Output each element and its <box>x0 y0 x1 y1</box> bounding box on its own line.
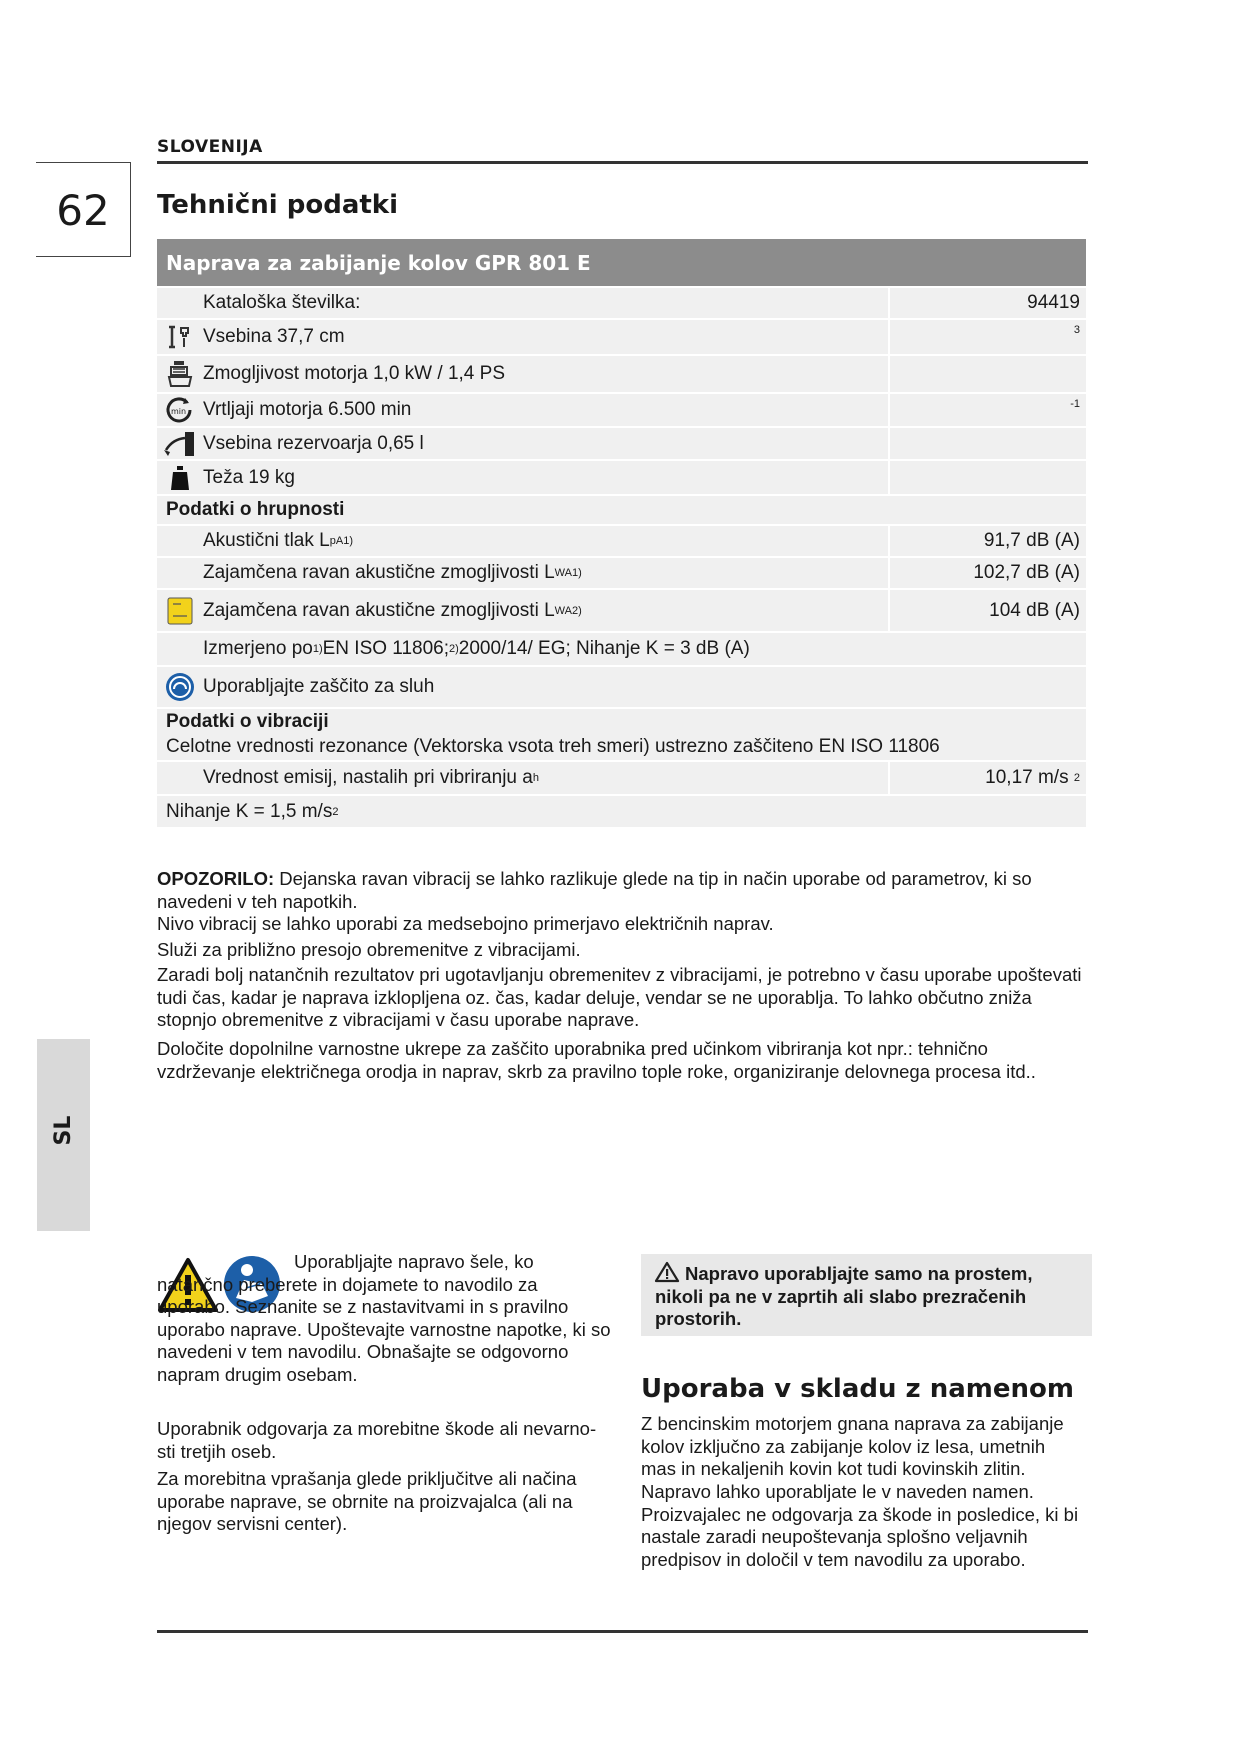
usage-paragraph-2: Napravo lahko uporabljate le v naveden namen. Proizvajalec ne odgovarja za škode in posledice, ki bi nastale zaradi neupoštevanja splošno veljavnih predpisov in določil v tem navodilu za uporabo. <box>641 1481 1079 1570</box>
table-row <box>157 794 1086 827</box>
table-row <box>157 760 1086 794</box>
table-row <box>157 665 1086 707</box>
row-value <box>890 461 1086 494</box>
usage-title: Uporaba v skladu z namenom <box>641 1374 1074 1404</box>
k-label <box>157 796 338 827</box>
ear-protection-label: Uporabljajte zaščito za sluh <box>203 676 435 697</box>
table-row <box>157 318 1086 354</box>
ear-protection-icon <box>157 667 203 707</box>
table-row <box>157 588 1086 631</box>
emission-sup: 2 <box>1073 772 1080 784</box>
pressure-label <box>203 526 890 556</box>
warning-paragraph-4: Zaradi bolj natančnih rezultatov pri ugotavljanju obremenitev z vibracijami, je potrebno v času uporabe upoštevati tudi čas, kadar je naprava izklopljena oz. čas, kadar deluje, vendar se ne uporablja. To lahko občutno zniža stopnjo obremenitve z vibracijami v času uporabe naprave. <box>157 964 1082 1030</box>
power2-label-text: Zajamčena ravan akustične zmogljivosti L <box>203 599 555 621</box>
table-row <box>157 426 1086 459</box>
left-paragraph-2: Uporabnik odgovarja za morebitne škode ali nevarno-sti tretjih oseb. <box>157 1418 597 1462</box>
noise-heading: Podatki o hrupnosti <box>166 499 345 520</box>
empty-icon-cell <box>157 633 203 665</box>
emission-value-text: 10,17 m/s <box>985 767 1069 788</box>
table-row <box>157 286 1086 318</box>
section-label: SLOVENIJA <box>157 137 263 157</box>
vibration-desc-row <box>157 734 1086 760</box>
emission-sub: h <box>532 772 539 784</box>
measured-mid: EN ISO 11806; <box>322 638 450 659</box>
warning-text-1: Dejanska ravan vibracij se lahko razlikuje glede na tip in način uporabe od parametrov, ki so navedeni v teh napotkih. <box>157 868 1032 912</box>
page-title: Tehnični podatki <box>157 190 398 220</box>
power1-label <box>203 558 890 588</box>
measured-sup1: 1) <box>312 643 323 655</box>
measured-sup2: 2) <box>449 643 459 655</box>
page-number: 62 <box>56 186 110 235</box>
table-row <box>157 459 1086 494</box>
table-row <box>157 524 1086 556</box>
top-rule <box>157 161 1088 164</box>
row-label: Zmogljivost motorja 1,0 kW / 1,4 PS <box>203 356 890 392</box>
vibration-description: Celotne vrednosti rezonance (Vektorska vsota treh smeri) ustrezno zaščiteno EN ISO 11806 <box>166 736 940 757</box>
table-row <box>157 556 1086 588</box>
fuel-pump-icon <box>157 428 203 459</box>
language-tab-label: SL <box>51 1115 76 1146</box>
k-label-text: Nihanje K = 1,5 m/s <box>166 800 333 822</box>
row-label: Vsebina 37,7 cm <box>203 320 890 354</box>
noise-heading-row <box>157 494 1086 524</box>
vibration-heading: Podatki o vibraciji <box>166 710 329 732</box>
emission-label <box>203 762 890 794</box>
measured-post: 2000/14/ EG; Nihanje K = 3 dB (A) <box>458 638 750 659</box>
power1-value: 102,7 dB (A) <box>973 562 1080 583</box>
pressure-label-text: Akustični tlak L <box>203 530 330 551</box>
power2-sub: WA <box>554 604 572 617</box>
measured-pre: Izmerjeno po <box>203 638 313 659</box>
emission-value <box>890 762 1086 794</box>
row-label: Vrtljaji motorja 6.500 min <box>203 394 890 426</box>
row-value: 3 <box>1073 324 1080 336</box>
engine-icon <box>157 356 203 392</box>
row-value <box>890 428 1086 459</box>
table-row <box>157 631 1086 665</box>
svg-text:min: min <box>171 407 187 416</box>
warning-paragraph-1 <box>157 868 1087 913</box>
row-label: Teža 19 kg <box>203 461 890 494</box>
empty-icon-cell <box>157 288 203 318</box>
table-row <box>157 354 1086 392</box>
pressure-sub: pA <box>329 535 344 547</box>
ruler-icon <box>157 320 203 354</box>
warning-paragraph-3: Služi za približno presojo obremenitve z vibracijami. <box>157 939 581 960</box>
warning-label: OPOZORILO: <box>157 868 275 889</box>
power1-label-text: Zajamčena ravan akustične zmogljivosti L <box>203 562 555 583</box>
tech-data-table <box>157 239 1086 827</box>
empty-icon-cell <box>157 526 203 556</box>
power2-label <box>203 590 890 631</box>
left-paragraph-3: Za morebitna vprašanja glede priključitve ali načina uporabe naprave, se obrnite na proizvajalca (ali na njegov servisni center). <box>157 1468 577 1534</box>
empty-icon-cell <box>157 762 203 794</box>
table-row <box>157 392 1086 426</box>
noise-label-icon <box>157 590 203 631</box>
rpm-icon <box>157 394 203 426</box>
bottom-rule <box>157 1630 1088 1633</box>
row-label: Vsebina rezervoarja 0,65 l <box>203 428 890 459</box>
power1-sub: WA <box>554 567 572 579</box>
usage-paragraph-1: Z bencinskim motorjem gnana naprava za zabijanje kolov izključno za zabijanje kolov iz lesa, umetnih mas in nekaljenih kovin kot tudi kovinskih zlitin. <box>641 1413 1064 1479</box>
power1-sup: 1) <box>571 567 582 579</box>
power2-sup: 2) <box>571 604 582 617</box>
k-sup: 2 <box>332 805 339 818</box>
empty-icon-cell <box>157 558 203 588</box>
measured-label <box>203 633 1086 665</box>
row-value <box>890 356 1086 392</box>
outdoor-warning-text: Napravo uporabljajte samo na prostem, nikoli pa ne v zaprtih ali slabo prezračenih prostorih. <box>655 1263 1033 1329</box>
emission-label-text: Vrednost emisij, nastalih pri vibriranju a <box>203 767 533 788</box>
vibration-heading-row <box>157 707 1086 734</box>
row-value: 94419 <box>1027 292 1080 313</box>
table-heading: Naprava za zabijanje kolov GPR 801 E <box>157 239 1086 286</box>
left-paragraph-1: Uporabljajte napravo šele, ko natančno preberete in dojamete to navodilo za uporabo. Seznanite se z nastavitvami in s pravilno uporabo naprave. Upoštevajte varnostne napotke, ki so navedeni v tem navodilu. Obnašajte se odgovorno napram drugim osebam. <box>157 1251 611 1385</box>
warning-paragraph-2: Nivo vibracij se lahko uporabi za medsebojno primerjavo električnih naprav. <box>157 913 774 934</box>
power2-value: 104 dB (A) <box>989 599 1080 621</box>
row-value: -1 <box>1070 398 1080 410</box>
weight-icon <box>157 461 203 494</box>
row-label: Kataloška številka: <box>203 288 890 318</box>
pressure-value: 91,7 dB (A) <box>983 530 1080 551</box>
warning-paragraph-5: Določite dopolnilne varnostne ukrepe za zaščito uporabnika pred učinkom vibriranja kot npr.: tehnično vzdrževanje električnega orodja in naprav, skrb za pravilno tople roke, organiziranje delovnega procesa itd.. <box>157 1038 1036 1082</box>
pressure-sup: 1) <box>343 535 353 547</box>
